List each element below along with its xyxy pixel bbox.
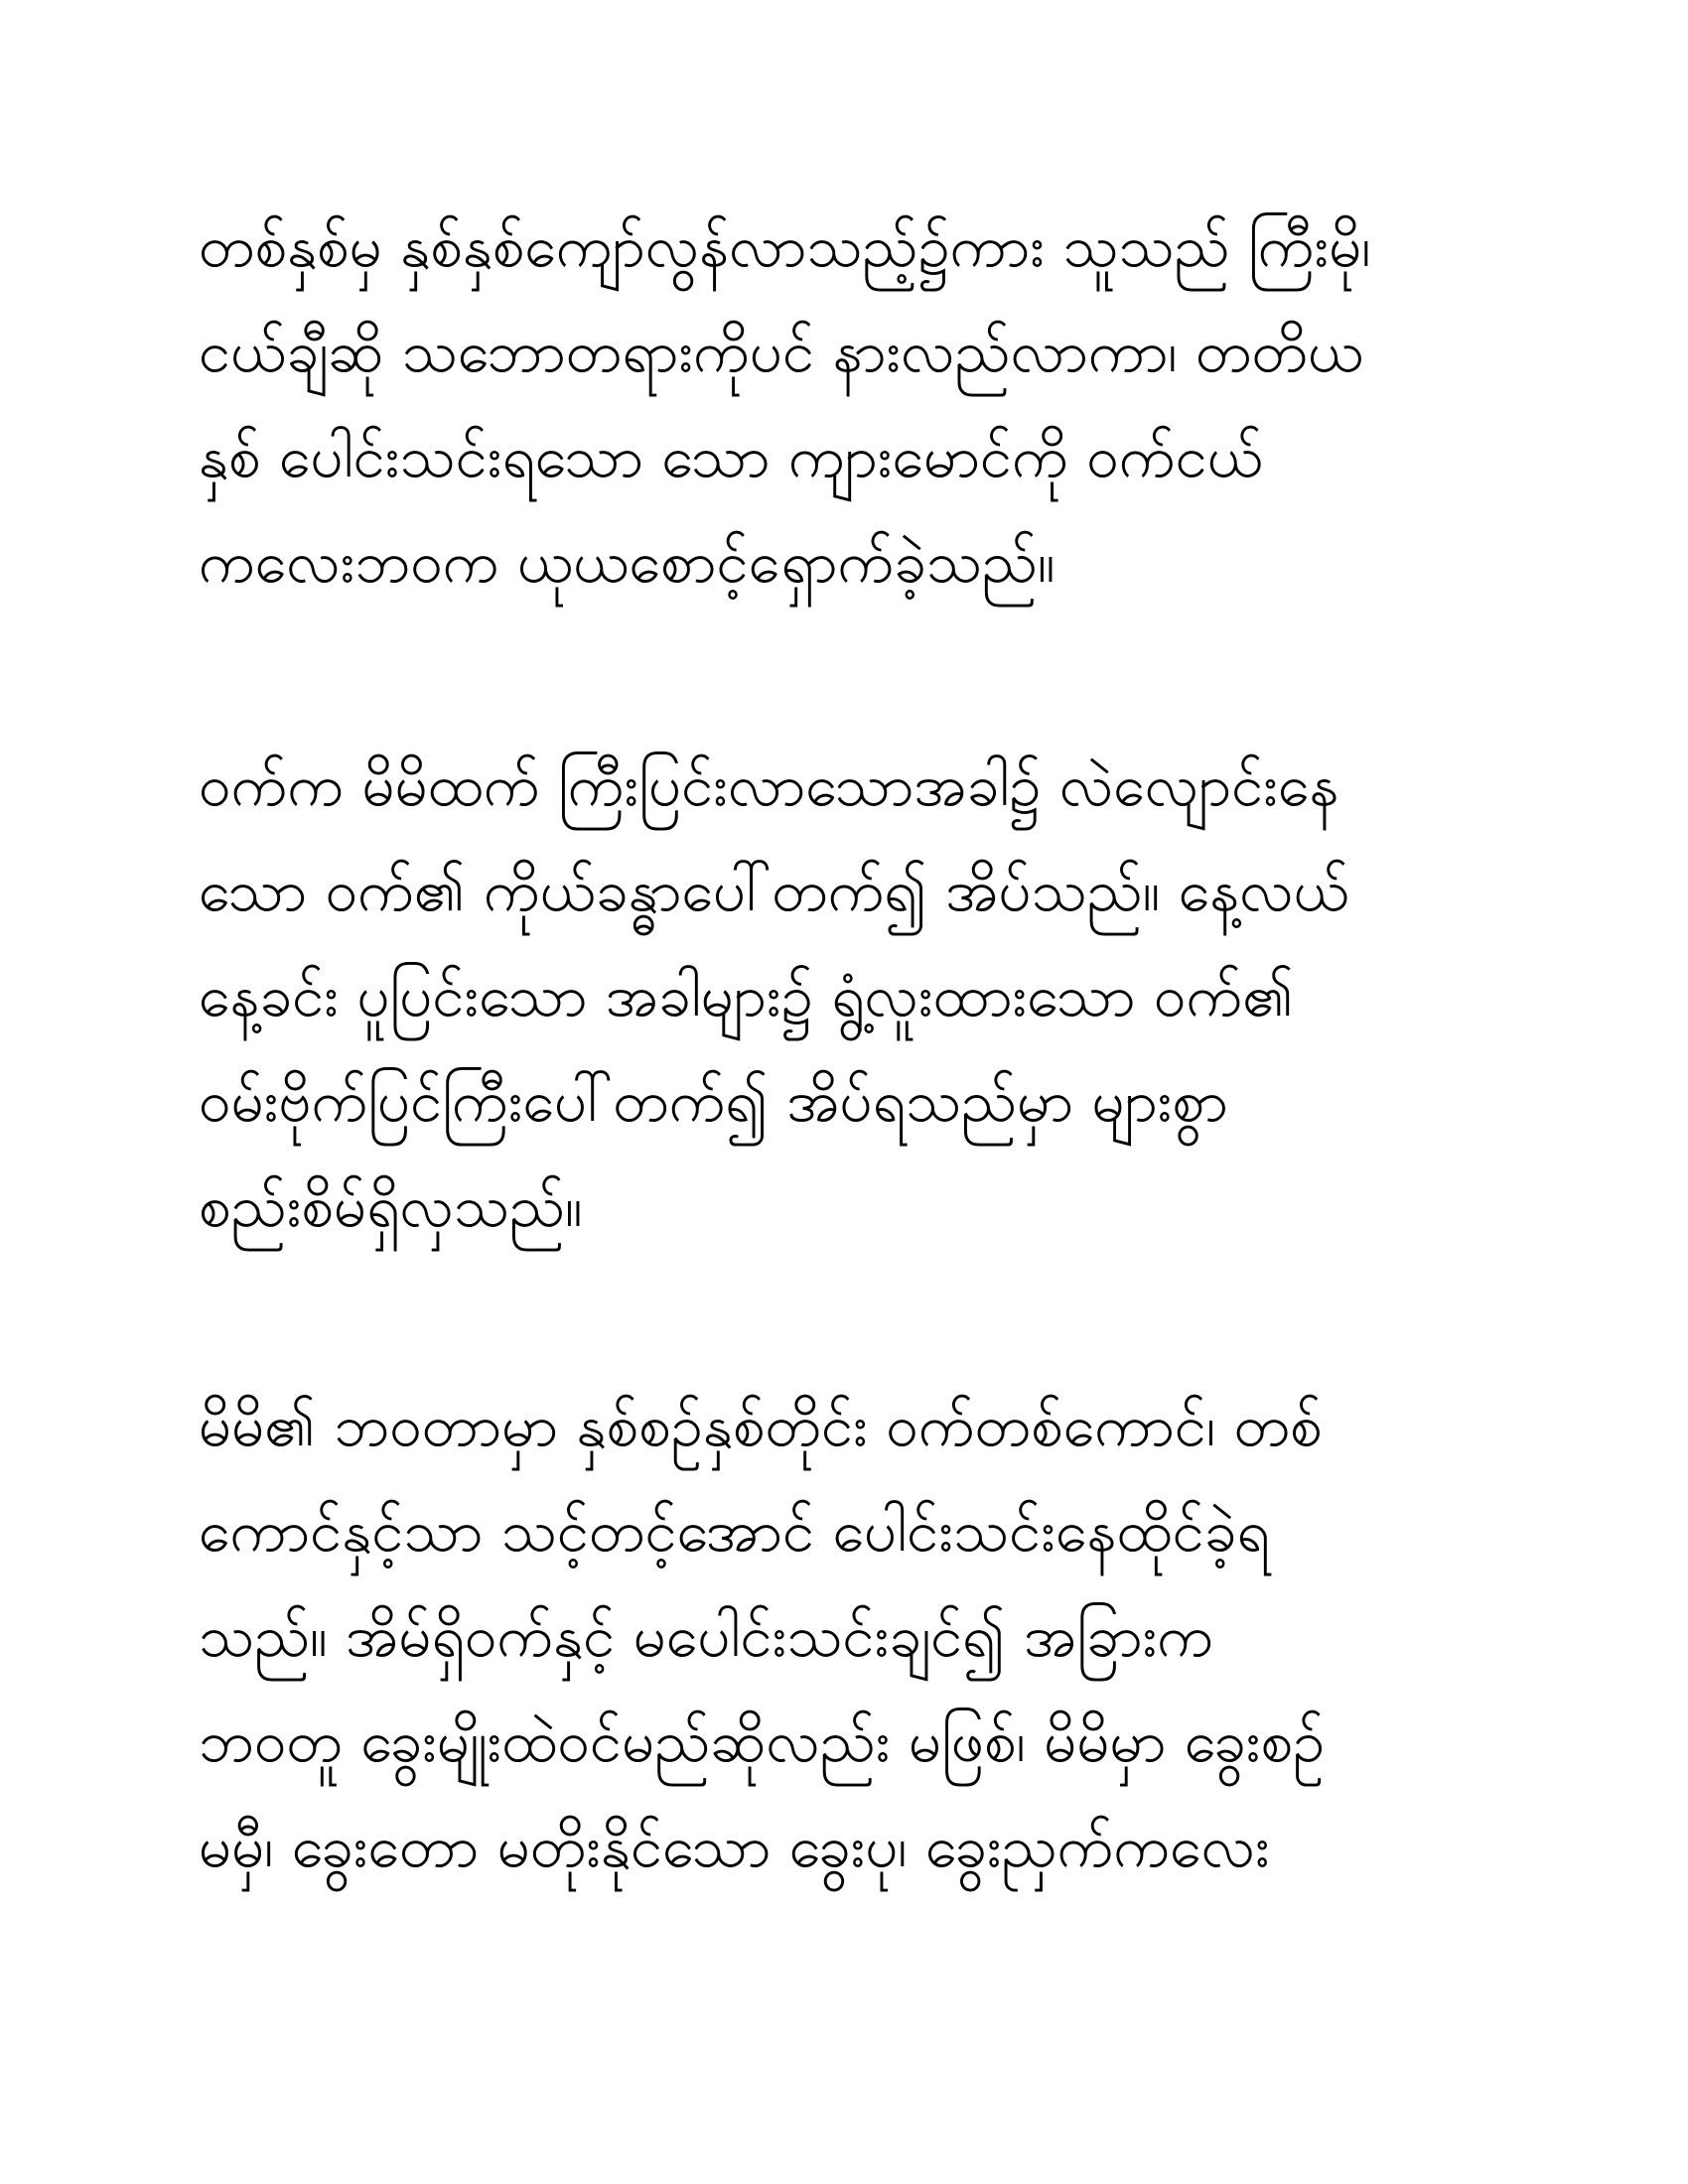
paragraph-line: သည်။ အိမ်ရှိဝက်နှင့် မပေါင်းသင်းချင်၍ အခြားက bbox=[199, 1602, 1214, 1670]
paragraph-line: စည်းစိမ်ရှိလှသည်။ bbox=[199, 1172, 583, 1240]
paragraph-line: တစ်နှစ်မှ နှစ်နှစ်ကျော်လွန်လာသည့်၌ကား သူသည် ကြီးမို၊ bbox=[199, 212, 1371, 280]
paragraph-line: မိမိ၏ ဘဝတာမှာ နှစ်စဉ်နှစ်တိုင်း ဝက်တစ်ကောင်၊ တစ် bbox=[199, 1392, 1323, 1459]
paragraph-line: ဘဝတူ ခွေးမျိုးထဲဝင်မည်ဆိုလည်း မဖြစ်၊ မိမိမှာ ခွေးစဉ် bbox=[199, 1707, 1326, 1775]
paragraph-line: ဝက်က မိမိထက် ကြီးပြင်းလာသောအခါ၌ လဲလျောင်းနေ bbox=[199, 751, 1339, 819]
paragraph-line: သော ဝက်၏ ကိုယ်ခန္ဓာပေါ်တက်၍ အိပ်သည်။ နေ့လယ် bbox=[199, 857, 1349, 924]
paragraph-line: နှစ် ပေါင်းသင်းရသော သော ကျားမောင်ကို ဝက်ငယ် bbox=[199, 423, 1264, 490]
paragraph-line: ကလေးဘဝက ယုယစောင့်ရှောက်ခဲ့သည်။ bbox=[199, 528, 1055, 596]
paragraph-line: နေ့ခင်း ပူပြင်းသော အခါများ၌ ရွံ့လူးထားသော ဝက်၏ bbox=[199, 962, 1294, 1029]
paragraph-line: မမှီ၊ ခွေးတော မတိုးနိုင်သော ခွေးပု၊ ခွေးညှက်ကလေး bbox=[199, 1813, 1270, 1880]
paragraph-2 bbox=[199, 733, 1489, 1259]
paragraph-line: ငယ်ချီဆို သဘောတရားကိုပင် နားလည်လာကာ၊ တတိယ bbox=[199, 318, 1364, 385]
paragraph-3 bbox=[199, 1373, 1489, 1899]
paragraph-line: ဝမ်းဗိုက်ပြင်ကြီးပေါ်တက်၍ အိပ်ရသည်မှာ များစွာ bbox=[199, 1067, 1228, 1135]
paragraph-1 bbox=[199, 194, 1489, 614]
paragraph-line: ကောင်နှင့်သာ သင့်တင့်အောင် ပေါင်းသင်းနေထိုင်ခဲ့ရ bbox=[199, 1497, 1270, 1565]
